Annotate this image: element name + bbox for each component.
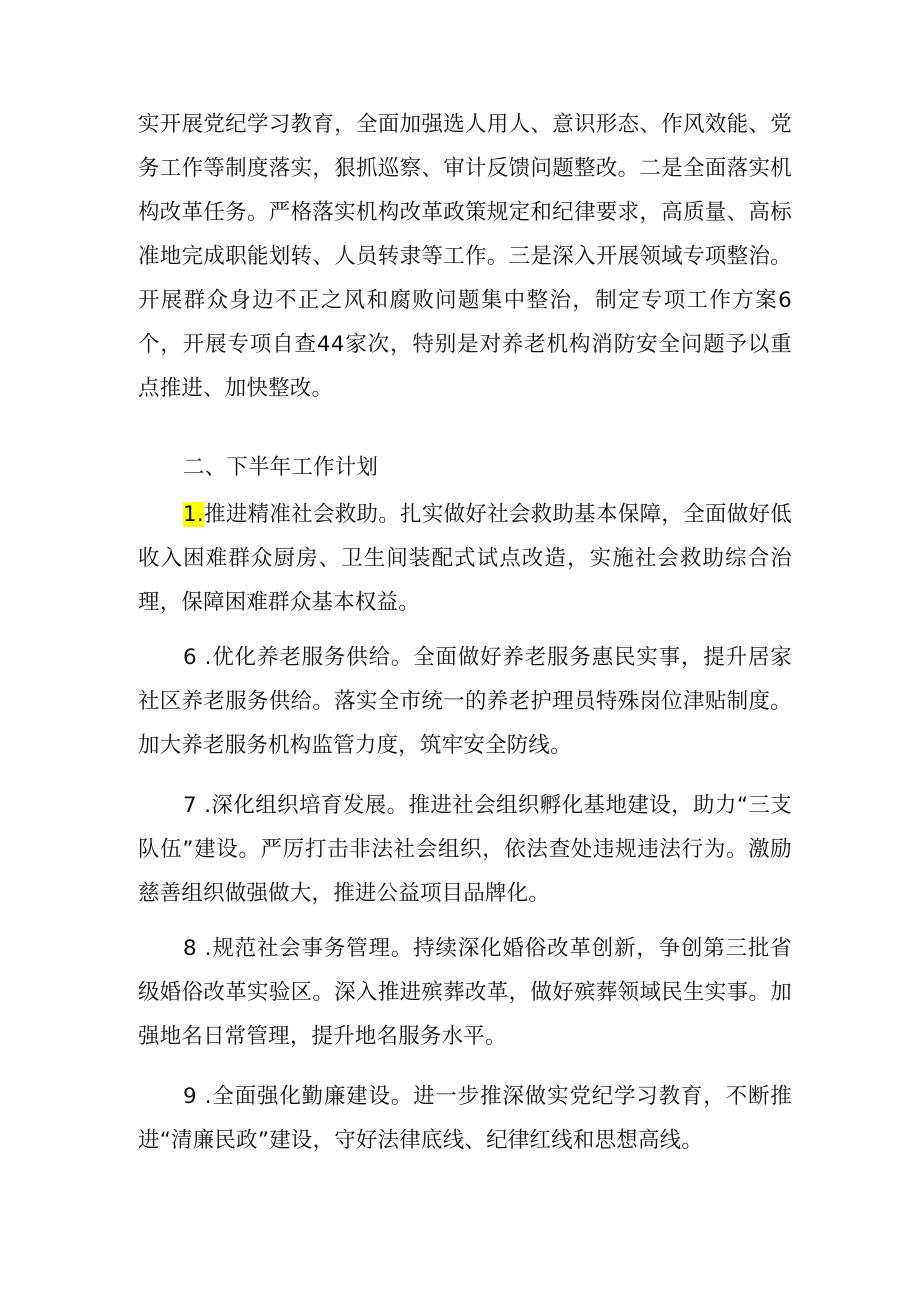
plan-item-integrity-building: 9 .全面强化勤廉建设。进一步推深做实党纪学习教育，不断推进“清廉民政”建设，守好法律底线、纪律红线和思想高线。 [138,1084,792,1153]
plan-item-social-assistance [138,493,792,625]
paragraph-work-summary: 实开展党纪学习教育，全面加强选人用人、意识形态、作风效能、党务工作等制度落实，狠抓巡察、审计反馈问题整改。二是全面落实机构改革任务。严格落实机构改革政策规定和纪律要求，高质量、高标准地完成职能划转、人员转隶等工作。三是深入开展领域专项整治。开展群众身边不正之风和腐败问题集中整治，制定专项工作方案6个，开展专项自查44家次，特别是对养老机构消防安全问题予以重点推进、加快整改。 [138,112,792,401]
highlighted-item-number: 1. [183,502,205,527]
plan-item-social-organizations: 7 .深化组织培育发展。推进社会组织孵化基地建设，助力“三支队伍”建设。严厉打击非法社会组织，依法查处违规违法行为。激励慈善组织做强做大，推进公益项目品牌化。 [138,793,792,906]
section-heading-second-half-plan: 二、下半年工作计划 [183,455,379,480]
plan-item-elderly-care: 6 .优化养老服务供给。全面做好养老服务惠民实事，提升居家社区养老服务供给。落实全市统一的养老护理员特殊岗位津贴制度。加大养老服务机构监管力度，筑牢安全防线。 [138,645,792,758]
plan-item-social-affairs: 8 .规范社会事务管理。持续深化婚俗改革创新，争创第三批省级婚俗改革实验区。深入推进殡葬改革，做好殡葬领域民生实事。加强地名日常管理，提升地名服务水平。 [138,936,792,1049]
plan-item-text: 推进精准社会救助。扎实做好社会救助基本保障，全面做好低收入困难群众厨房、卫生间装配式试点改造，实施社会救助综合治理，保障困难群众基本权益。 [138,502,792,615]
